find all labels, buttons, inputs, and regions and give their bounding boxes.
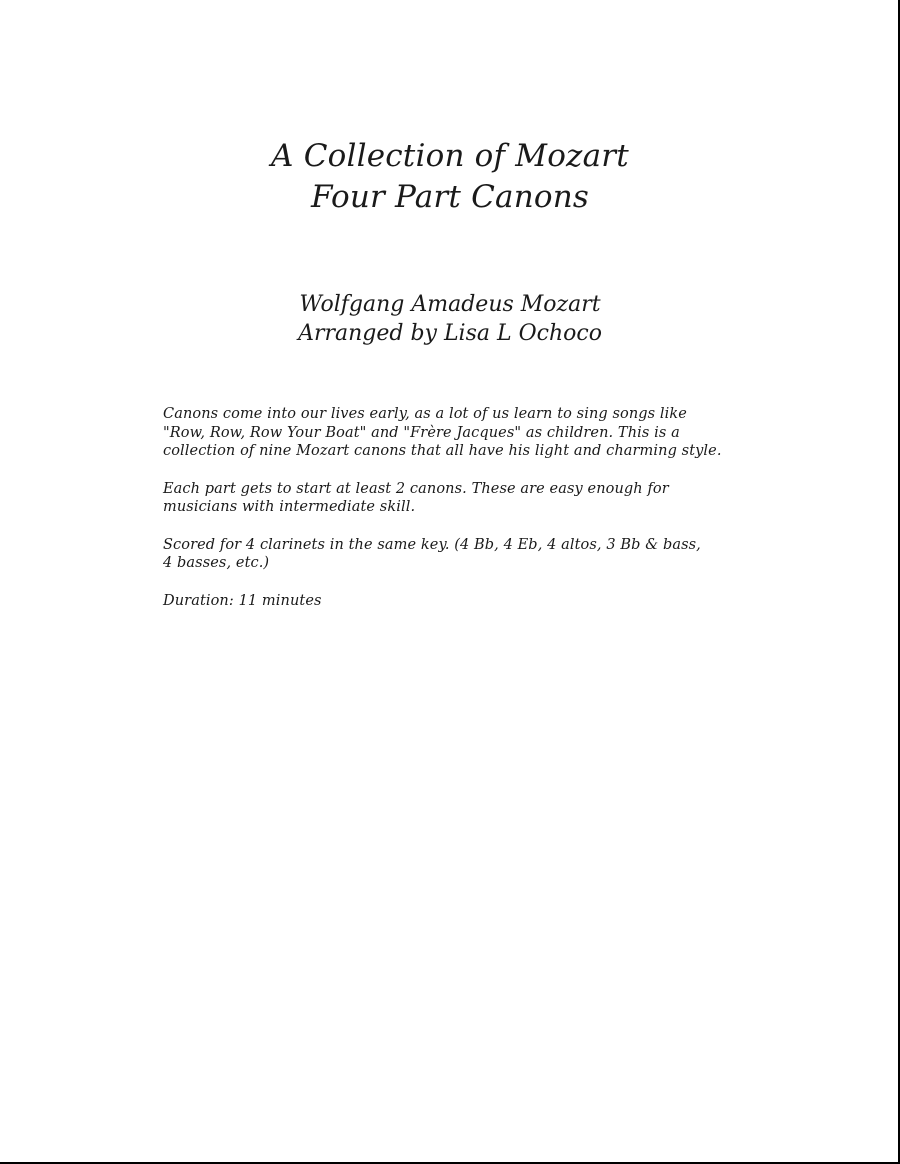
text-line: collection of nine Mozart canons that all have his light and charming style.: [163, 443, 722, 459]
document-title: [0, 136, 900, 218]
text-line: 4 basses, etc.): [163, 555, 270, 571]
text-line: musicians with intermediate skill.: [163, 499, 416, 515]
description-paragraph-scoring: [163, 536, 763, 573]
description-paragraph-parts: [163, 480, 763, 517]
composer-name: Wolfgang Amadeus Mozart: [299, 292, 601, 317]
title-line-2: Four Part Canons: [310, 179, 590, 215]
text-line: "Row, Row, Row Your Boat" and "Frère Jacques" as children. This is a: [163, 424, 680, 441]
duration-text: Duration: 11 minutes: [163, 592, 322, 609]
title-line-1: A Collection of Mozart: [271, 138, 629, 174]
text-line: Canons come into our lives early, as a lot of us learn to sing songs like: [163, 406, 687, 422]
text-line: Scored for 4 clarinets in the same key. (4 Bb, 4 Eb, 4 altos, 3 Bb & bass,: [163, 536, 701, 553]
description-text: [163, 405, 763, 629]
description-paragraph-duration: [163, 592, 763, 611]
text-line: Each part gets to start at least 2 canons. These are easy enough for: [163, 480, 669, 497]
arranger-credit: Arranged by Lisa L Ochoco: [298, 321, 602, 346]
credits: [0, 290, 900, 348]
description-paragraph-intro: [163, 405, 763, 461]
